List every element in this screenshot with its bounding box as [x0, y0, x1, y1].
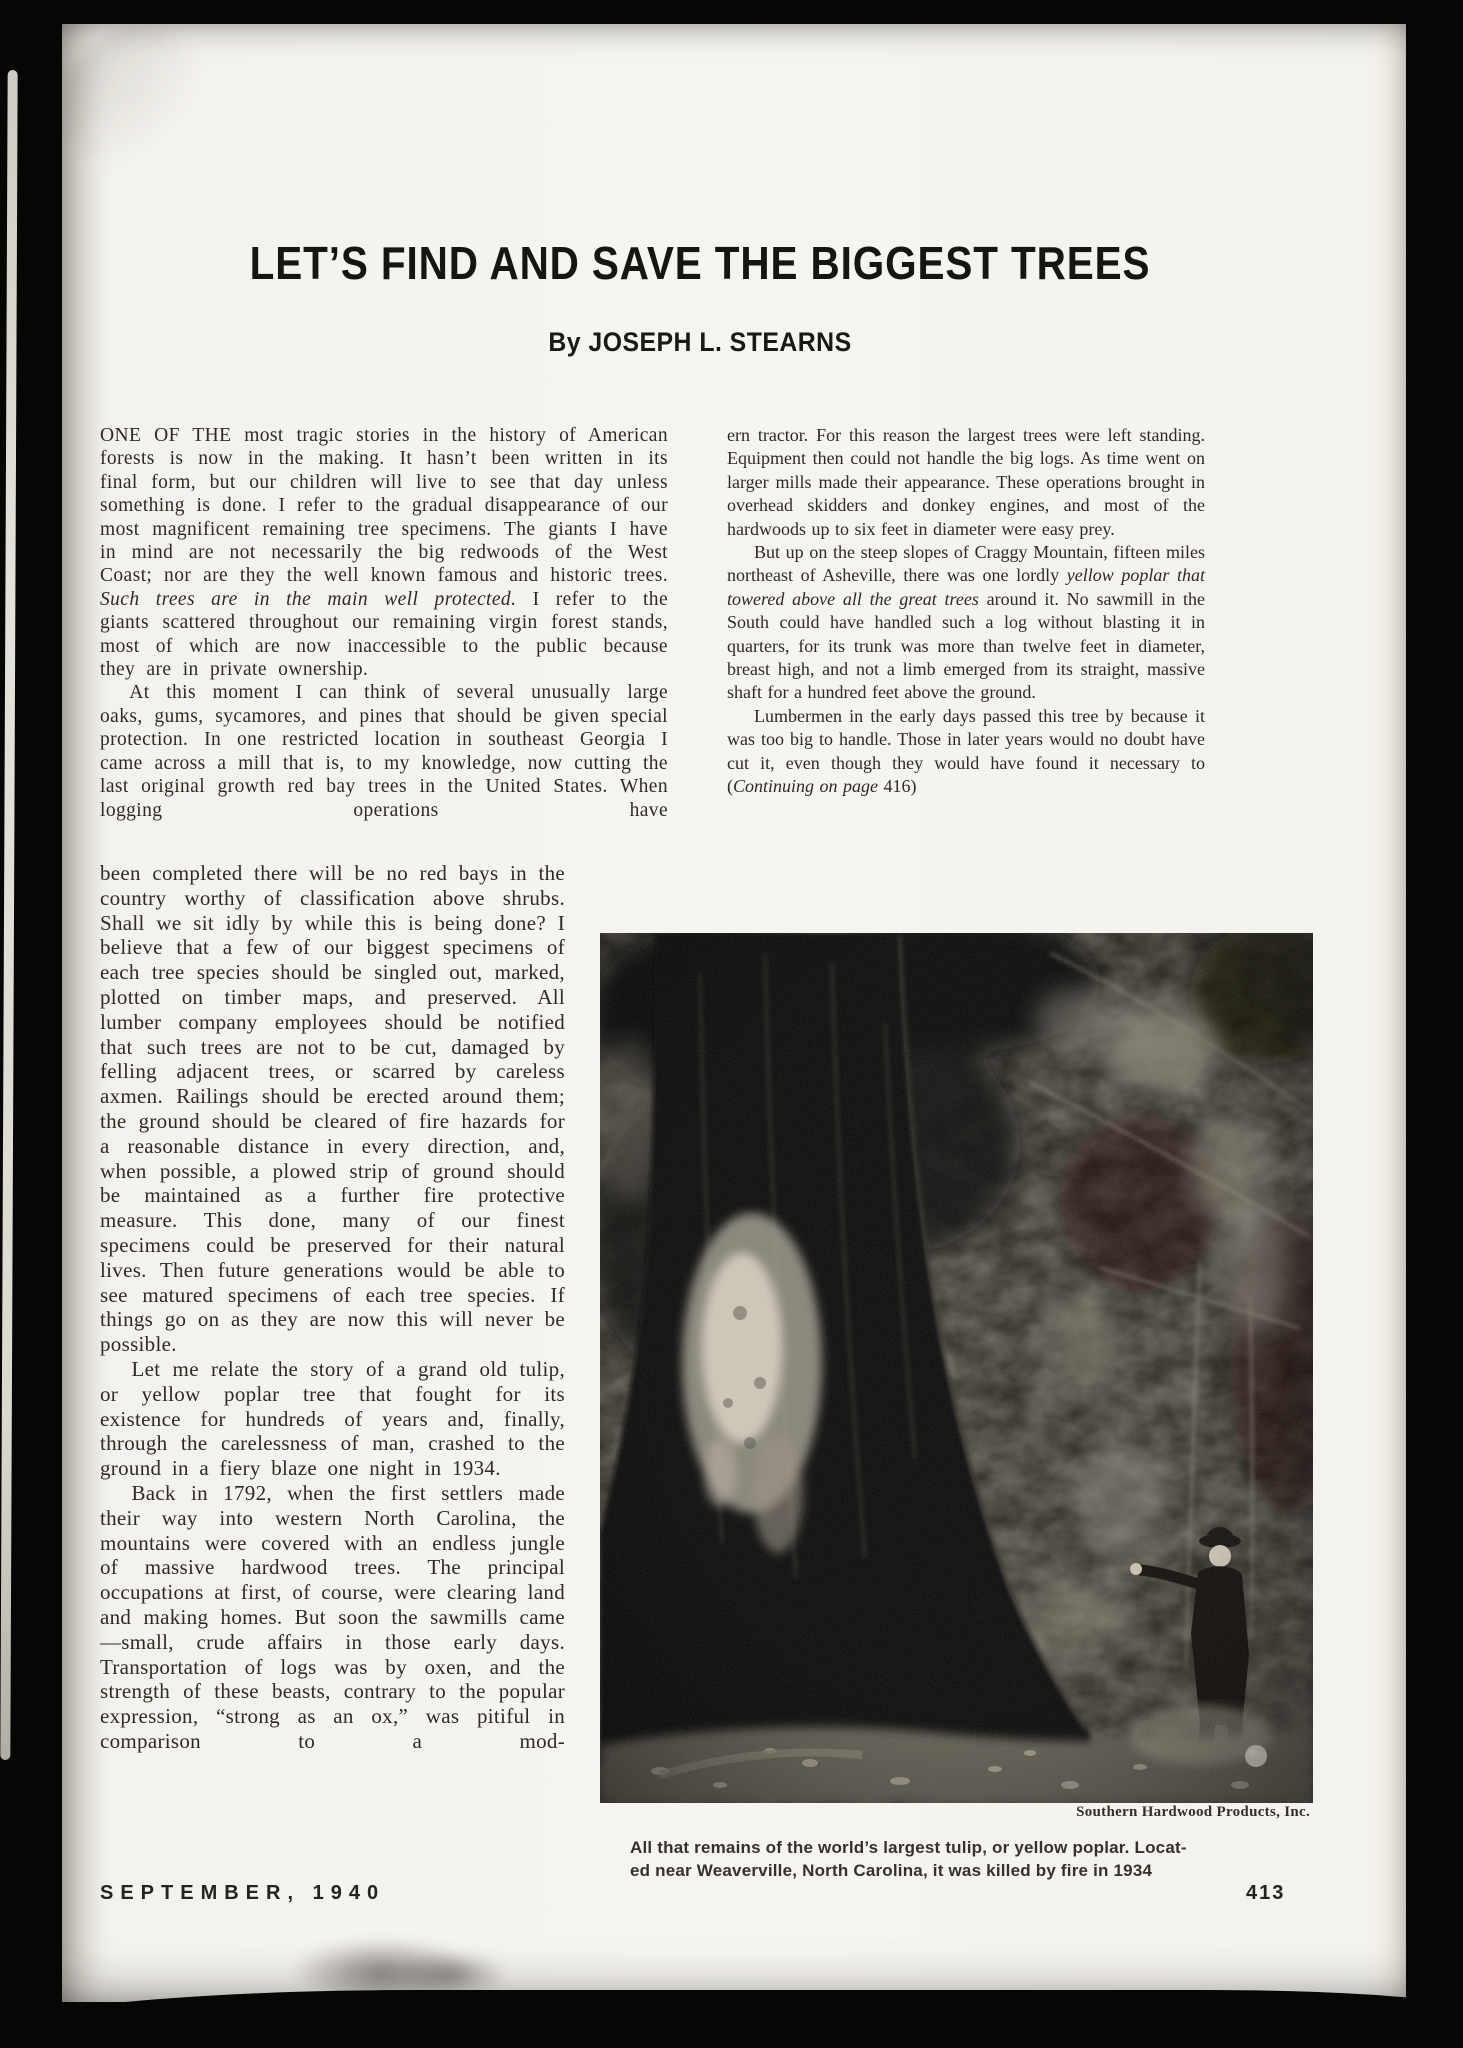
body-paragraph: ern tractor. For this reason the largest trees were left standing. Equipment then could not handle the big logs. As time went on larger mills made their appearance. These operations brought in overhead skidders and donkey engines, and most of the hardwoods up to six feet in diameter were easy prey. [727, 425, 1205, 539]
body-paragraph: Back in 1792, when the first settlers made their way into western North Carolina, the mountains were covered with an endless jungle of massive hardwood trees. The principal occupations at first, of course, were clearing land and making homes. But soon the sawmills came—small, crude affairs in those early days. Transportation of logs was by oxen, and the strength of these beasts, contrary to the popular expression, “strong as an ox,” was pitiful in comparison to a mod- [100, 1480, 565, 1753]
body-paragraph: ONE OF THE most tragic stories in the history of American forests is now in the making. It hasn’t been written in its final form, but our children will live to see that day unless something is done. I refer to the gradual disappearance of our most magnificent remaining tree specimens. The giants I have in mind are not necessarily the big redwoods of the West Coast; nor are they the well known famous and historic trees. Such trees are in the main well protected. I refer to the giants scattered throughout our remaining virgin forest stands, most of which are now inaccessible to the public because they are in private ownership. [100, 425, 668, 681]
body-paragraph: At this moment I can think of several unusually large oaks, gums, sycamores, and pines that should be given special protection. In one restricted location in southeast Georgia I came across a mill that is, to my knowledge, now cutting the last original growth red bay trees in the United States. When logging operations have [100, 682, 668, 821]
right-column [727, 424, 1205, 799]
left-column-bottom [100, 861, 565, 1754]
tree-photo-illustration [600, 933, 1313, 1803]
body-paragraph: been completed there will be no red bays in the country worthy of classification above shrubs. Shall we sit idly by while this is being done? I believe that a few of our biggest specimens of each tree species should be singled out, marked, plotted on timber maps, and preserved. All lumber company employees should be notified that such trees are not to be cut, damaged by felling adjacent trees, or scarred by careless axmen. Railings should be erected around them; the ground should be cleared of fire hazards for a reasonable distance in every direction, and, when possible, a plowed strip of ground should be maintained as a further fire protective measure. This done, many of our finest specimens could be preserved for their natural lives. Then future generations would be able to see matured specimens of each tree species. If things go on as they are now this will never be possible. [100, 861, 565, 1357]
article-byline: By JOSEPH L. STEARNS [548, 327, 852, 357]
film-grain [600, 933, 1313, 1803]
scan-edge-right [1406, 0, 1463, 2048]
scan-edge-bottom [0, 1990, 1463, 2048]
footer-issue-date: SEPTEMBER, 1940 [100, 1882, 386, 1904]
photo-caption-line-2: ed near Weaverville, North Carolina, it was killed by fire in 1934 [630, 1861, 1153, 1880]
scan-edge-top [0, 0, 1463, 24]
scan-smudge [64, 28, 214, 178]
body-paragraph: Let me relate the story of a grand old tulip, or yellow poplar tree that fought for its existence for hundreds of years and, finally, through the carelessness of man, crashed to the ground in a fiery blaze one night in 1934. [100, 1356, 565, 1481]
tree-photo [600, 933, 1313, 1803]
photo-caption-line-1: All that remains of the world’s largest tulip, or yellow poplar. Locat- [630, 1838, 1187, 1857]
article-title: LET’S FIND AND SAVE THE BIGGEST TREES [249, 237, 1151, 289]
photo-credit: Southern Hardwood Products, Inc. [1076, 1804, 1310, 1820]
page-number: 413 [1246, 1882, 1286, 1904]
photo-caption [630, 1836, 1226, 1882]
body-paragraph: But up on the steep slopes of Craggy Mountain, fifteen miles northeast of Asheville, there was one lordly yellow poplar that towered above all the great trees around it. No sawmill in the South could have handled such a log without blasting it in quarters, for its trunk was more than twelve feet in diameter, breast high, and not a limb emerged from its straight, massive shaft for a hundred feet above the ground. [727, 542, 1205, 703]
left-column-top [100, 424, 668, 822]
body-paragraph: Lumbermen in the early days passed this tree by because it was too big to handle. Those in later years would no doubt have cut it, even though they would have found it necessary to (Continuing on page 416) [727, 705, 1205, 797]
